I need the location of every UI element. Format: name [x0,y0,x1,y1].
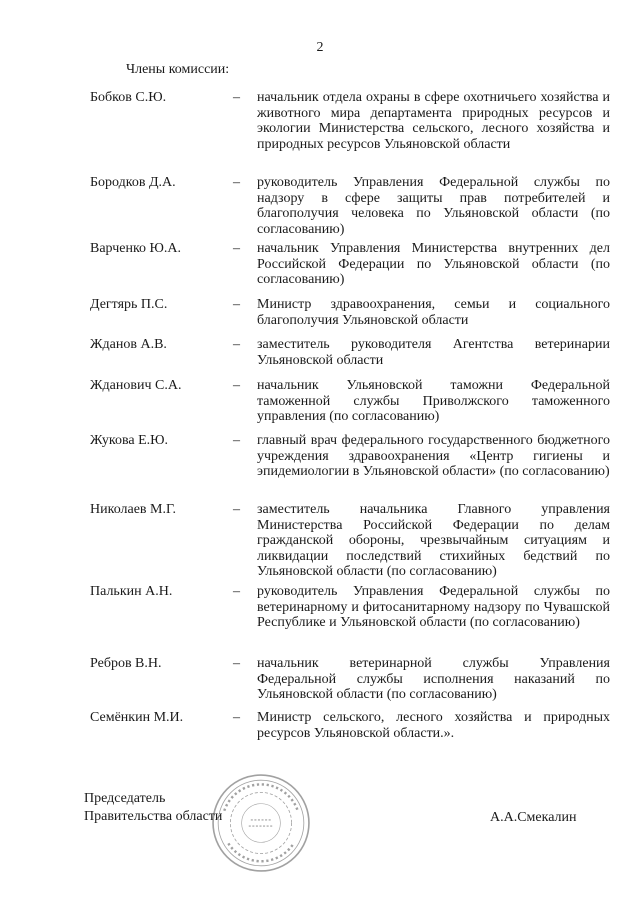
member-role: руководитель Управления Федеральной службы по ветеринарному и фитосанитарному надзору по Чувашской Республике и Ульяновской области (по согласованию) [257,584,610,630]
signatory-position-line1: Председатель [84,791,166,806]
member-name: Дегтярь П.С. [90,297,168,312]
page-number: 2 [316,40,324,55]
signatory-position-line2: Правительства области [84,809,223,824]
member-dash: – [233,584,240,599]
member-dash: – [233,378,240,393]
member-name: Варченко Ю.А. [90,241,182,256]
member-name: Жданов А.В. [90,337,167,352]
member-role: Министр здравоохранения, семьи и социального благополучия Ульяновской области [257,297,610,328]
member-name: Жукова Е.Ю. [90,433,169,448]
signature-block [84,790,222,826]
member-role: руководитель Управления Федеральной службы по надзору в сфере защиты прав потребителей и благополучия человека по Ульяновской области (по согласованию) [257,175,610,237]
member-dash: – [233,90,240,105]
member-dash: – [233,502,240,517]
member-role: начальник Ульяновской таможни Федеральной таможенной службы Приволжского таможенного управления (по согласованию) [257,378,610,424]
member-dash: – [233,433,240,448]
member-dash: – [233,656,240,671]
signer-name: А.А.Смекалин [490,810,577,825]
member-role: заместитель начальника Главного управления Министерства Российской Федерации по делам гражданской обороны, чрезвычайным ситуациям и ликвидации последствий стихийных бедствий по Ульяновской области (по согласованию) [257,502,610,579]
member-name: Семёнкин М.И. [90,710,184,725]
member-role: начальник Управления Министерства внутренних дел Российской Федерации по Ульяновской области (по согласованию) [257,241,610,287]
member-name: Бобков С.Ю. [90,90,167,105]
member-role: Министр сельского, лесного хозяйства и природных ресурсов Ульяновской области.». [257,710,610,741]
member-name: Жданович С.А. [90,378,182,393]
member-name: Ребров В.Н. [90,656,162,671]
member-role: начальник ветеринарной службы Управления Федеральной службы исполнения наказаний по Ульяновской области (по согласованию) [257,656,610,702]
member-name: Палькин А.Н. [90,584,173,599]
member-dash: – [233,337,240,352]
official-seal-icon [210,772,312,874]
member-name: Николаев М.Г. [90,502,176,517]
member-role: заместитель руководителя Агентства ветеринарии Ульяновской области [257,337,610,368]
member-dash: – [233,297,240,312]
member-dash: – [233,241,240,256]
member-dash: – [233,175,240,190]
member-dash: – [233,710,240,725]
member-role: начальник отдела охраны в сфере охотничьего хозяйства и животного мира департамента природных ресурсов и экологии Министерства сельского, лесного хозяйства и природных ресурсов Ульяновской области [257,90,610,152]
member-name: Бородков Д.А. [90,175,176,190]
member-role: главный врач федерального государственного бюджетного учреждения здравоохранения «Центр гигиены и эпидемиологии в Ульяновской области» (по согласованию) [257,433,610,479]
section-heading: Члены комиссии: [126,62,230,77]
